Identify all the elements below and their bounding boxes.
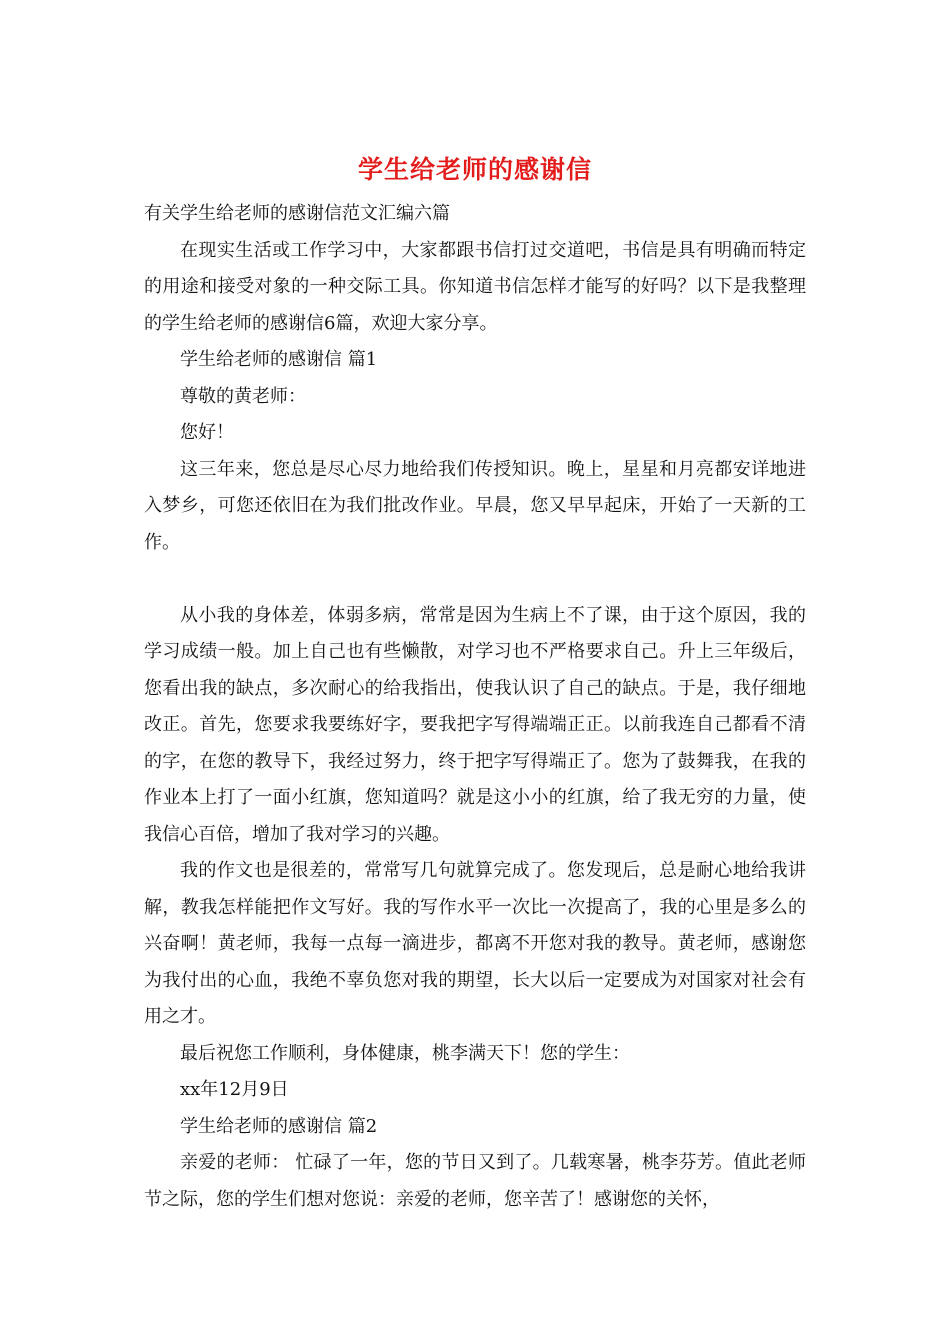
document-title: 学生给老师的感谢信 [357,155,592,184]
letter1-paragraph: 从小我的身体差，体弱多病，常常是因为生病上不了课，由于这个原因，我的学习成绩一般。加上自己也有些懒散，对学习也不严格要求自己。升上三年级后，您看出我的缺点，多次耐心的给我指出，使我认识了自己的缺点。于是，我仔细地改正。首先，您要求我要练好字，要我把字写得端端正正。以前我连自己都看不清的字，在您的教导下，我经过努力，终于把字写得端正了。您为了鼓舞我，在我的作业本上打了一面小红旗，您知道吗？就是这小小的红旗，给了我无穷的力量，使我信心百倍，增加了我对学习的兴趣。 [144,604,806,845]
document-subtitle: 有关学生给老师的感谢信范文汇编六篇 [144,203,450,224]
letter1-heading: 学生给老师的感谢信 篇1 [180,349,378,370]
letter2-opening: 亲爱的老师： 忙碌了一年，您的节日又到了。几载寒暑，桃李芬芳。值此老师节之际，您的学生们想对您说：亲爱的老师，您辛苦了！感谢您的关怀， [144,1152,806,1210]
letter1-greeting: 您好！ [180,422,234,443]
paragraph-spacer [144,561,806,598]
letter2-heading: 学生给老师的感谢信 篇2 [180,1115,378,1137]
letter1-closing: 最后祝您工作顺利，身体健康，桃李满天下！您的学生： [180,1042,630,1064]
letter1-paragraph: 这三年来，您总是尽心尽力地给我们传授知识。晚上，星星和月亮都安详地进入梦乡，可您还依旧在为我们批改作业。早晨，您又早早起床，开始了一天新的工作。 [144,458,806,553]
intro-paragraph: 在现实生活或工作学习中，大家都跟书信打过交道吧，书信是具有明确而特定的用途和接受对象的一种交际工具。你知道书信怎样才能写的好吗？以下是我整理的学生给老师的感谢信6篇，欢迎大家分享。 [144,239,806,334]
letter1-salutation: 尊敬的黄老师： [180,385,306,407]
letter1-date: xx年12月9日 [180,1079,289,1100]
letter1-paragraph: 我的作文也是很差的，常常写几句就算完成了。您发现后，总是耐心地给我讲解，教我怎样能把作文写好。我的写作水平一次比一次提高了，我的心里是多么的兴奋啊！黄老师，我每一点每一滴进步，都离不开您对我的教导。黄老师，感谢您为我付出的心血，我绝不辜负您对我的期望，长大以后一定要成为对国家对社会有用之才。 [144,860,806,1027]
document-body [144,196,806,1218]
